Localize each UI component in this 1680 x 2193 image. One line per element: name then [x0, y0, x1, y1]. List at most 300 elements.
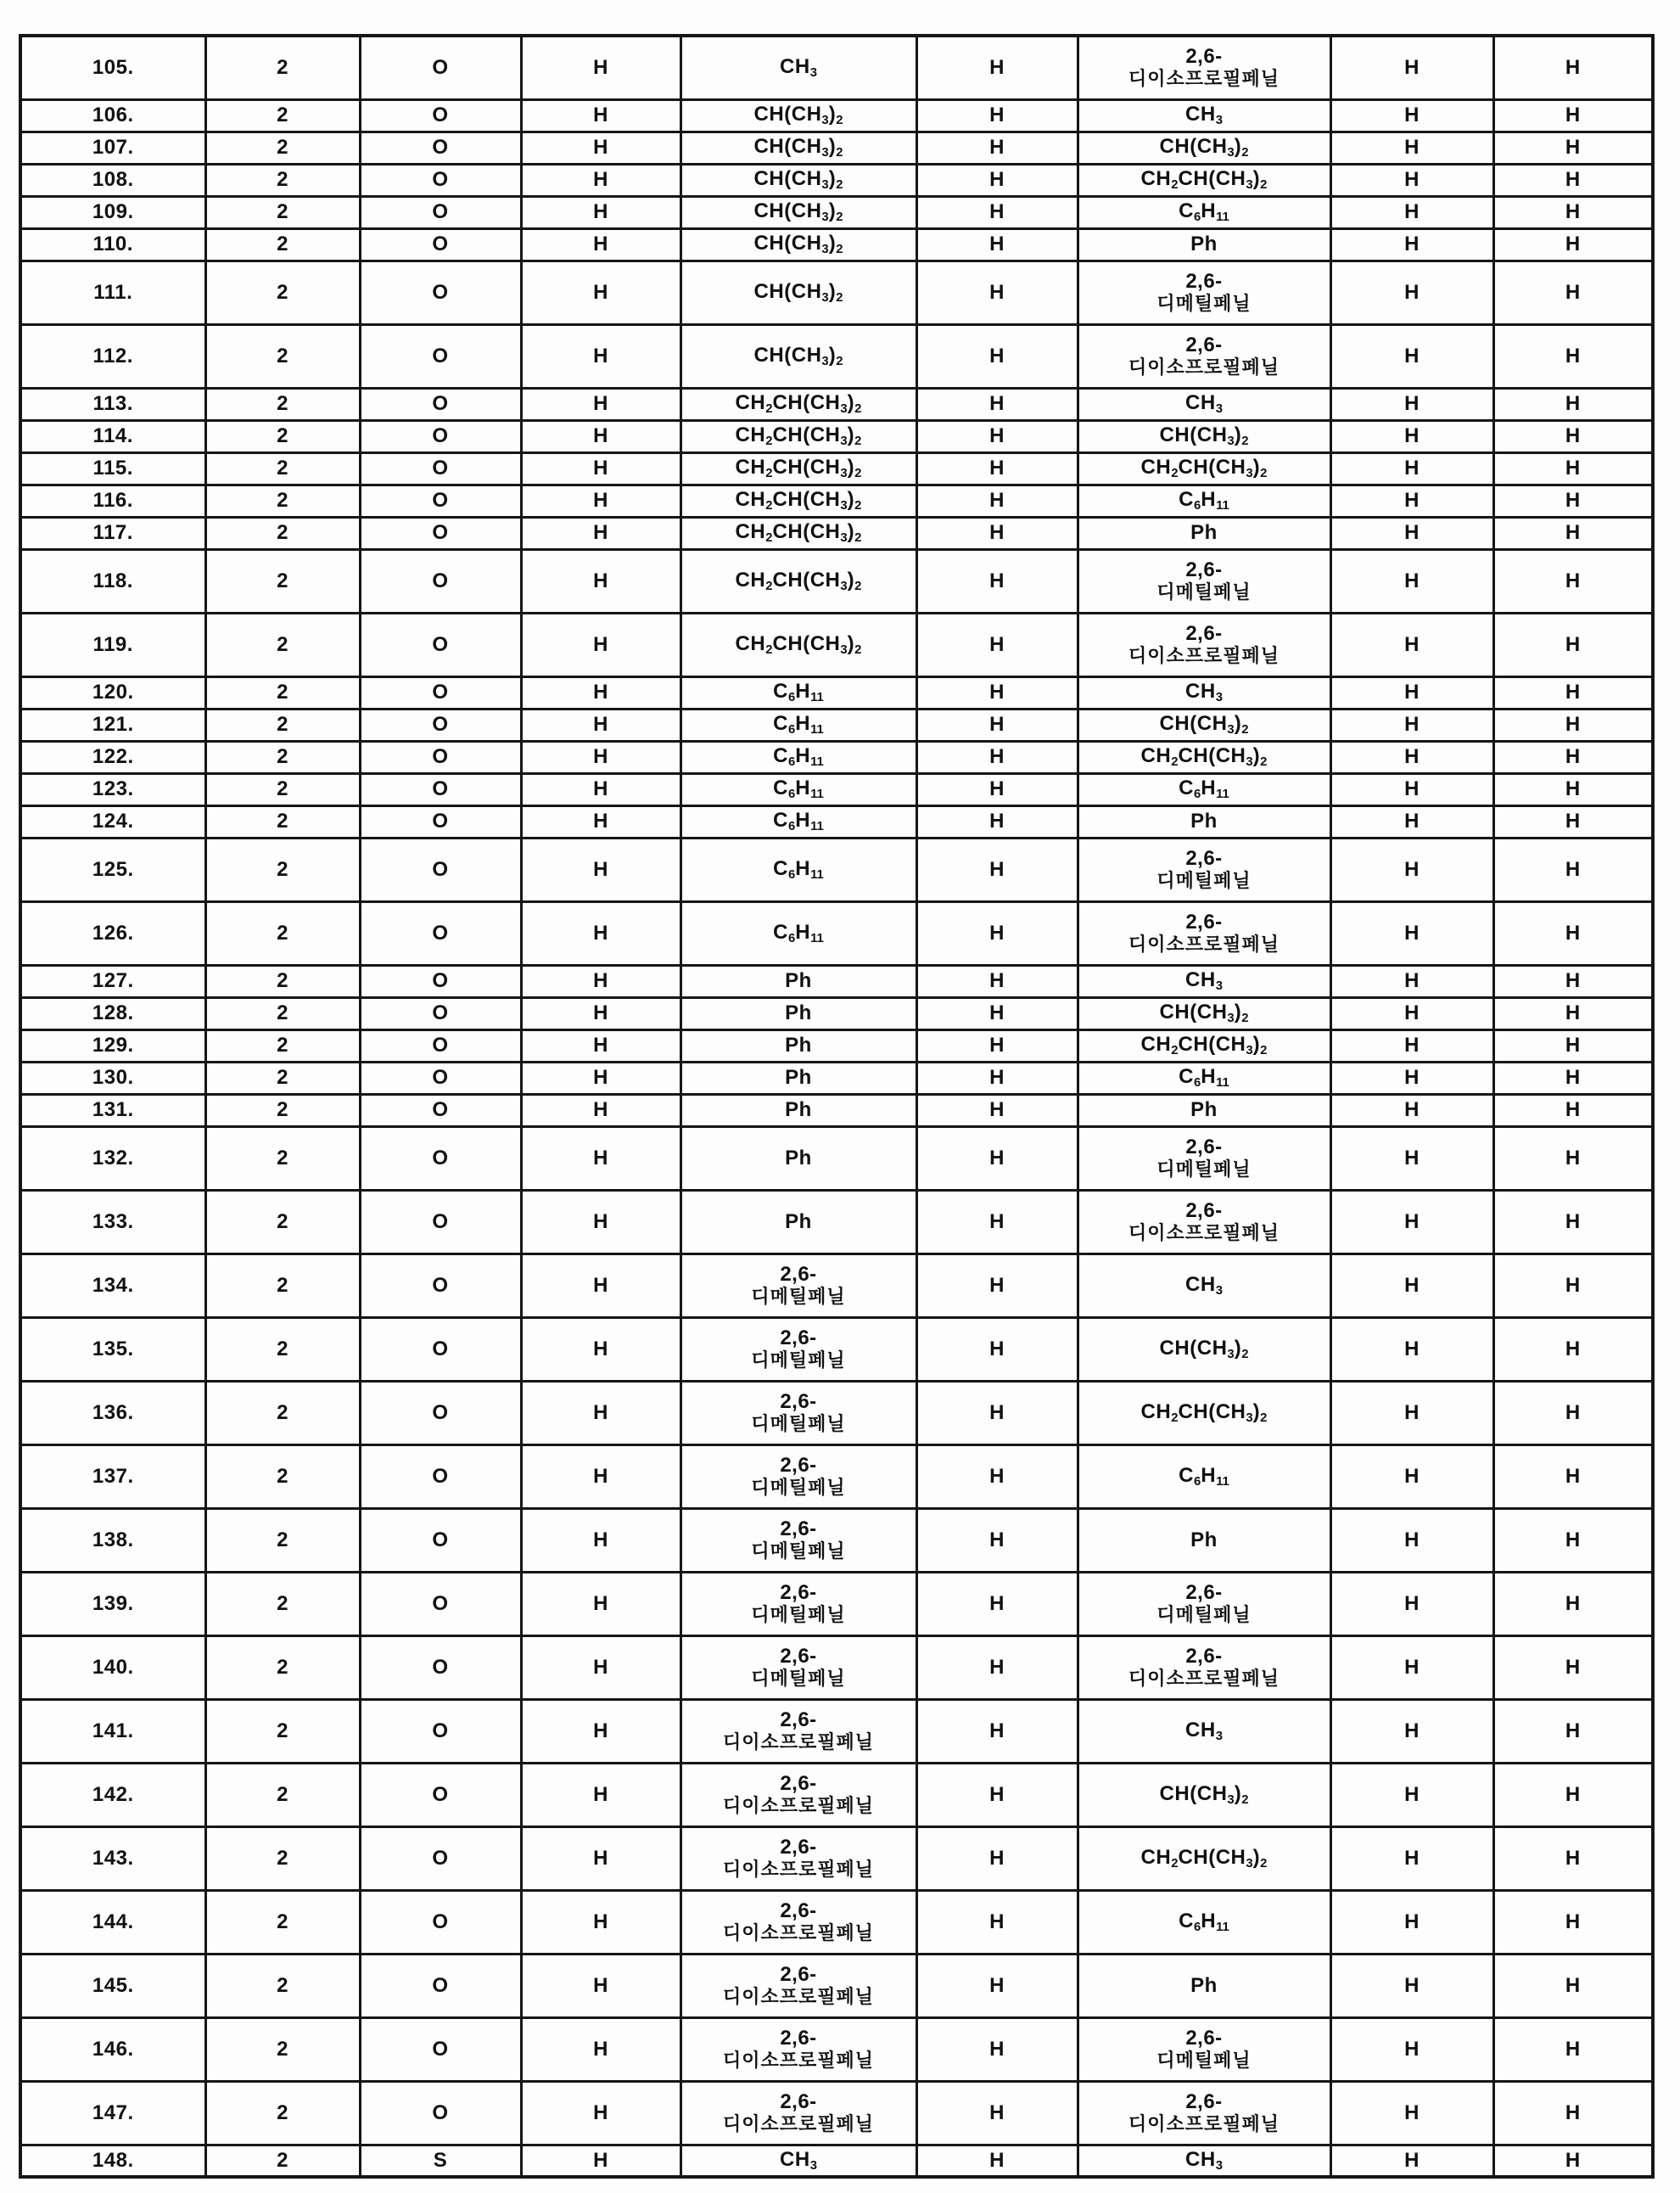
table-cell: H: [1493, 997, 1653, 1029]
table-row: [20, 164, 1653, 196]
table-cell: H: [1330, 2145, 1493, 2177]
row-number-cell: 145.: [20, 1954, 205, 2017]
table-cell: Ph: [680, 1029, 916, 1062]
row-number-cell: 132.: [20, 1126, 205, 1190]
table-row: [20, 1635, 1653, 1699]
table-cell: H: [1493, 420, 1653, 452]
table-cell: $CH(CH_3)_2$: [1078, 1317, 1330, 1381]
table-cell: H: [1330, 1029, 1493, 1062]
table-cell: H: [1330, 2081, 1493, 2145]
table-cell: 2,6- 디이소프로필페닐: [680, 2017, 916, 2081]
table-cell: H: [1493, 1062, 1653, 1094]
table-cell: 2,6- 디이소프로필페닐: [1078, 1190, 1330, 1254]
table-row: [20, 99, 1653, 132]
table-cell: O: [360, 1029, 521, 1062]
table-cell: H: [1493, 1635, 1653, 1699]
table-cell: H: [916, 1890, 1078, 1954]
table-cell: H: [916, 324, 1078, 388]
table-cell: H: [1493, 838, 1653, 901]
row-number-cell: 128.: [20, 997, 205, 1029]
table-cell: H: [1330, 741, 1493, 773]
table-cell: H: [521, 1699, 680, 1763]
table-cell: $CH_2CH(CH_3)_2$: [1078, 741, 1330, 773]
table-cell: O: [360, 132, 521, 164]
row-number-cell: 118.: [20, 549, 205, 613]
table-cell: H: [521, 901, 680, 965]
table-cell: 2: [205, 2081, 360, 2145]
table-cell: $CH(CH_3)_2$: [680, 324, 916, 388]
table-cell: S: [360, 2145, 521, 2177]
table-cell: 2,6- 디메틸페닐: [1078, 838, 1330, 901]
table-cell: O: [360, 676, 521, 709]
row-number-cell: 127.: [20, 965, 205, 997]
table-cell: 2: [205, 613, 360, 676]
row-number-cell: 141.: [20, 1699, 205, 1763]
table-cell: H: [916, 805, 1078, 838]
table-row: [20, 1763, 1653, 1826]
table-cell: H: [521, 2081, 680, 2145]
row-number-cell: 147.: [20, 2081, 205, 2145]
table-cell: $CH_2CH(CH_3)_2$: [1078, 1029, 1330, 1062]
table-cell: H: [1330, 997, 1493, 1029]
row-number-cell: 107.: [20, 132, 205, 164]
table-cell: $CH_3$: [680, 36, 916, 99]
table-cell: H: [916, 676, 1078, 709]
table-row: [20, 1062, 1653, 1094]
table-cell: H: [1493, 1094, 1653, 1126]
table-cell: O: [360, 1254, 521, 1317]
table-cell: 2: [205, 2145, 360, 2177]
table-cell: H: [1493, 1190, 1653, 1254]
table-row: [20, 838, 1653, 901]
table-cell: H: [521, 1635, 680, 1699]
table-cell: $C_6H_{11}$: [680, 838, 916, 901]
table-cell: H: [521, 997, 680, 1029]
table-cell: H: [521, 1572, 680, 1635]
table-cell: 2: [205, 164, 360, 196]
table-cell: H: [1493, 228, 1653, 261]
table-row: [20, 2017, 1653, 2081]
table-cell: H: [1330, 164, 1493, 196]
table-cell: H: [916, 36, 1078, 99]
table-cell: H: [1493, 2081, 1653, 2145]
table-row: [20, 1699, 1653, 1763]
table-cell: H: [1493, 901, 1653, 965]
table-cell: 2,6- 디메틸페닐: [1078, 261, 1330, 324]
table-cell: H: [916, 1954, 1078, 2017]
table-cell: $CH_2CH(CH_3)_2$: [1078, 1826, 1330, 1890]
table-cell: H: [1330, 1699, 1493, 1763]
table-cell: H: [521, 741, 680, 773]
table-cell: $CH_3$: [1078, 99, 1330, 132]
table-row: [20, 901, 1653, 965]
row-number-cell: 142.: [20, 1763, 205, 1826]
table-cell: O: [360, 901, 521, 965]
table-cell: H: [1493, 261, 1653, 324]
table-cell: Ph: [680, 1190, 916, 1254]
table-cell: O: [360, 1763, 521, 1826]
table-cell: 2: [205, 1763, 360, 1826]
table-cell: $CH(CH_3)_2$: [680, 261, 916, 324]
table-cell: H: [1330, 517, 1493, 549]
table-cell: O: [360, 741, 521, 773]
table-cell: 2: [205, 1029, 360, 1062]
table-row: [20, 1094, 1653, 1126]
table-cell: $C_6H_{11}$: [680, 901, 916, 965]
table-cell: H: [1330, 388, 1493, 420]
table-cell: H: [1493, 1826, 1653, 1890]
table-cell: 2: [205, 228, 360, 261]
table-cell: H: [916, 99, 1078, 132]
table-cell: H: [1493, 517, 1653, 549]
table-cell: H: [916, 1508, 1078, 1572]
table-cell: H: [521, 517, 680, 549]
row-number-cell: 146.: [20, 2017, 205, 2081]
table-cell: H: [916, 1029, 1078, 1062]
table-cell: O: [360, 1954, 521, 2017]
table-cell: H: [1493, 132, 1653, 164]
table-cell: $CH_3$: [1078, 388, 1330, 420]
table-cell: H: [916, 2145, 1078, 2177]
table-cell: H: [521, 324, 680, 388]
table-cell: $CH_3$: [1078, 2145, 1330, 2177]
table-cell: H: [521, 1763, 680, 1826]
row-number-cell: 138.: [20, 1508, 205, 1572]
table-row: [20, 965, 1653, 997]
table-cell: 2,6- 디메틸페닐: [680, 1444, 916, 1508]
table-cell: 2: [205, 1126, 360, 1190]
table-cell: H: [916, 1254, 1078, 1317]
table-cell: 2: [205, 99, 360, 132]
table-cell: H: [1493, 1572, 1653, 1635]
table-cell: $CH_2CH(CH_3)_2$: [680, 420, 916, 452]
table-cell: Ph: [1078, 517, 1330, 549]
table-row: [20, 1444, 1653, 1508]
table-cell: Ph: [1078, 228, 1330, 261]
table-cell: 2: [205, 676, 360, 709]
table-cell: 2: [205, 1190, 360, 1254]
table-cell: O: [360, 324, 521, 388]
table-row: [20, 261, 1653, 324]
table-cell: H: [521, 1126, 680, 1190]
table-row: [20, 324, 1653, 388]
table-cell: 2,6- 디이소프로필페닐: [680, 1699, 916, 1763]
table-cell: 2: [205, 1094, 360, 1126]
table-cell: H: [916, 1381, 1078, 1444]
table-cell: 2,6- 디이소프로필페닐: [1078, 36, 1330, 99]
table-cell: O: [360, 261, 521, 324]
table-cell: H: [1493, 805, 1653, 838]
table-row: [20, 549, 1653, 613]
table-cell: 2: [205, 324, 360, 388]
table-row: [20, 2081, 1653, 2145]
table-cell: 2,6- 디메틸페닐: [680, 1508, 916, 1572]
row-number-cell: 148.: [20, 2145, 205, 2177]
table-cell: H: [521, 164, 680, 196]
table-cell: H: [1493, 2017, 1653, 2081]
table-cell: H: [1493, 36, 1653, 99]
table-cell: H: [1330, 2017, 1493, 2081]
table-cell: O: [360, 1699, 521, 1763]
table-cell: Ph: [680, 965, 916, 997]
table-row: [20, 997, 1653, 1029]
table-cell: H: [1493, 388, 1653, 420]
table-cell: O: [360, 965, 521, 997]
table-cell: H: [1330, 709, 1493, 741]
table-cell: H: [521, 228, 680, 261]
table-cell: $CH_3$: [1078, 965, 1330, 997]
table-cell: H: [521, 1254, 680, 1317]
table-cell: O: [360, 1890, 521, 1954]
row-number-cell: 134.: [20, 1254, 205, 1317]
table-cell: H: [1493, 196, 1653, 228]
table-cell: $CH(CH_3)_2$: [680, 164, 916, 196]
table-cell: H: [916, 1826, 1078, 1890]
table-cell: H: [916, 1126, 1078, 1190]
table-cell: H: [1493, 1508, 1653, 1572]
table-cell: H: [916, 452, 1078, 485]
table-cell: O: [360, 709, 521, 741]
row-number-cell: 106.: [20, 99, 205, 132]
table-cell: H: [916, 1062, 1078, 1094]
table-cell: H: [1330, 1317, 1493, 1381]
table-cell: H: [521, 261, 680, 324]
table-cell: H: [521, 485, 680, 517]
table-cell: H: [916, 517, 1078, 549]
table-cell: 2,6- 디메틸페닐: [680, 1381, 916, 1444]
table-cell: 2,6- 디이소프로필페닐: [1078, 613, 1330, 676]
table-cell: H: [1330, 805, 1493, 838]
table-row: [20, 485, 1653, 517]
table-cell: H: [1493, 1890, 1653, 1954]
table-cell: O: [360, 196, 521, 228]
table-cell: O: [360, 388, 521, 420]
table-cell: H: [521, 1094, 680, 1126]
table-cell: H: [916, 997, 1078, 1029]
table-cell: 2: [205, 838, 360, 901]
table-cell: H: [1493, 485, 1653, 517]
table-cell: H: [521, 1381, 680, 1444]
table-cell: 2: [205, 1444, 360, 1508]
table-cell: O: [360, 838, 521, 901]
table-cell: 2: [205, 1062, 360, 1094]
table-cell: $CH_2CH(CH_3)_2$: [680, 613, 916, 676]
table-cell: Ph: [1078, 805, 1330, 838]
table-cell: H: [1493, 1699, 1653, 1763]
table-cell: H: [916, 1699, 1078, 1763]
table-cell: $C_6H_{11}$: [1078, 196, 1330, 228]
table-cell: H: [521, 1508, 680, 1572]
table-cell: 2: [205, 709, 360, 741]
table-cell: 2: [205, 36, 360, 99]
table-cell: H: [916, 1317, 1078, 1381]
table-cell: O: [360, 452, 521, 485]
table-cell: H: [916, 485, 1078, 517]
table-cell: $CH_2CH(CH_3)_2$: [1078, 452, 1330, 485]
table-cell: H: [1330, 99, 1493, 132]
table-cell: H: [916, 2017, 1078, 2081]
table-cell: H: [521, 1890, 680, 1954]
table-cell: H: [916, 2081, 1078, 2145]
table-cell: H: [916, 1763, 1078, 1826]
table-cell: O: [360, 99, 521, 132]
table-cell: H: [1330, 1763, 1493, 1826]
table-cell: H: [521, 1062, 680, 1094]
table-cell: O: [360, 1572, 521, 1635]
table-cell: H: [916, 1444, 1078, 1508]
table-cell: H: [1330, 261, 1493, 324]
table-cell: H: [521, 420, 680, 452]
table-cell: H: [1330, 36, 1493, 99]
table-cell: 2,6- 디이소프로필페닐: [680, 2081, 916, 2145]
table-cell: O: [360, 1094, 521, 1126]
row-number-cell: 123.: [20, 773, 205, 805]
table-cell: 2: [205, 517, 360, 549]
table-cell: O: [360, 805, 521, 838]
table-cell: $C_6H_{11}$: [680, 676, 916, 709]
row-number-cell: 119.: [20, 613, 205, 676]
table-cell: Ph: [680, 997, 916, 1029]
table-row: [20, 420, 1653, 452]
table-cell: H: [521, 805, 680, 838]
table-cell: $C_6H_{11}$: [1078, 773, 1330, 805]
table-cell: O: [360, 1508, 521, 1572]
compound-table-body: [20, 36, 1653, 2177]
table-row: [20, 773, 1653, 805]
row-number-cell: 117.: [20, 517, 205, 549]
table-cell: $C_6H_{11}$: [680, 773, 916, 805]
table-cell: 2: [205, 1890, 360, 1954]
table-cell: H: [1493, 1381, 1653, 1444]
row-number-cell: 124.: [20, 805, 205, 838]
table-cell: H: [521, 132, 680, 164]
table-cell: H: [521, 549, 680, 613]
table-cell: O: [360, 1126, 521, 1190]
table-cell: H: [521, 388, 680, 420]
table-cell: H: [1330, 324, 1493, 388]
table-cell: 2,6- 디이소프로필페닐: [680, 1763, 916, 1826]
table-cell: H: [1330, 1126, 1493, 1190]
row-number-cell: 125.: [20, 838, 205, 901]
table-cell: H: [521, 1317, 680, 1381]
table-cell: $CH(CH_3)_2$: [1078, 709, 1330, 741]
table-cell: H: [916, 1572, 1078, 1635]
row-number-cell: 122.: [20, 741, 205, 773]
table-cell: 2,6- 디메틸페닐: [1078, 1126, 1330, 1190]
table-cell: $CH(CH_3)_2$: [680, 132, 916, 164]
table-cell: O: [360, 228, 521, 261]
table-cell: H: [1493, 741, 1653, 773]
row-number-cell: 139.: [20, 1572, 205, 1635]
row-number-cell: 131.: [20, 1094, 205, 1126]
table-row: [20, 388, 1653, 420]
row-number-cell: 130.: [20, 1062, 205, 1094]
table-cell: O: [360, 549, 521, 613]
table-cell: H: [1330, 773, 1493, 805]
table-cell: $CH_2CH(CH_3)_2$: [680, 517, 916, 549]
table-cell: H: [1330, 452, 1493, 485]
table-cell: $C_6H_{11}$: [1078, 1444, 1330, 1508]
row-number-cell: 126.: [20, 901, 205, 965]
table-cell: Ph: [680, 1094, 916, 1126]
row-number-cell: 115.: [20, 452, 205, 485]
table-cell: H: [916, 838, 1078, 901]
table-cell: 2,6- 디메틸페닐: [680, 1635, 916, 1699]
table-cell: O: [360, 420, 521, 452]
row-number-cell: 121.: [20, 709, 205, 741]
table-row: [20, 1572, 1653, 1635]
table-cell: H: [1493, 1444, 1653, 1508]
row-number-cell: 110.: [20, 228, 205, 261]
table-row: [20, 1381, 1653, 1444]
table-cell: 2,6- 디메틸페닐: [680, 1572, 916, 1635]
table-cell: O: [360, 1381, 521, 1444]
table-cell: O: [360, 485, 521, 517]
table-cell: H: [916, 709, 1078, 741]
table-cell: H: [1330, 1444, 1493, 1508]
table-cell: O: [360, 517, 521, 549]
table-cell: $CH_3$: [1078, 676, 1330, 709]
table-cell: 2,6- 디메틸페닐: [1078, 549, 1330, 613]
row-number-cell: 109.: [20, 196, 205, 228]
table-cell: 2: [205, 549, 360, 613]
table-cell: O: [360, 1826, 521, 1890]
table-cell: Ph: [1078, 1954, 1330, 2017]
table-row: [20, 1029, 1653, 1062]
compound-table: [19, 34, 1655, 2179]
table-cell: 2: [205, 1954, 360, 2017]
table-row: [20, 517, 1653, 549]
table-cell: O: [360, 773, 521, 805]
row-number-cell: 136.: [20, 1381, 205, 1444]
table-cell: H: [916, 901, 1078, 965]
table-cell: H: [1330, 838, 1493, 901]
row-number-cell: 140.: [20, 1635, 205, 1699]
table-cell: H: [1493, 613, 1653, 676]
table-cell: 2: [205, 485, 360, 517]
table-cell: H: [521, 1954, 680, 2017]
table-cell: H: [521, 99, 680, 132]
table-cell: H: [521, 838, 680, 901]
table-row: [20, 36, 1653, 99]
table-cell: H: [521, 2017, 680, 2081]
table-cell: H: [916, 228, 1078, 261]
table-cell: O: [360, 1317, 521, 1381]
table-cell: 2: [205, 1254, 360, 1317]
table-cell: H: [521, 773, 680, 805]
table-cell: 2: [205, 1572, 360, 1635]
table-cell: 2: [205, 773, 360, 805]
table-row: [20, 1826, 1653, 1890]
table-cell: O: [360, 997, 521, 1029]
table-cell: $C_6H_{11}$: [1078, 1062, 1330, 1094]
table-cell: 2: [205, 2017, 360, 2081]
table-cell: H: [521, 1190, 680, 1254]
table-cell: 2,6- 디메틸페닐: [680, 1317, 916, 1381]
table-cell: 2: [205, 1508, 360, 1572]
row-number-cell: 113.: [20, 388, 205, 420]
table-cell: $CH(CH_3)_2$: [680, 99, 916, 132]
table-cell: O: [360, 36, 521, 99]
table-cell: 2,6- 디메틸페닐: [1078, 1572, 1330, 1635]
row-number-cell: 112.: [20, 324, 205, 388]
table-cell: O: [360, 1635, 521, 1699]
row-number-cell: 129.: [20, 1029, 205, 1062]
table-cell: H: [1330, 676, 1493, 709]
table-cell: 2,6- 디이소프로필페닐: [680, 1890, 916, 1954]
table-cell: H: [521, 676, 680, 709]
table-cell: $CH(CH_3)_2$: [680, 196, 916, 228]
